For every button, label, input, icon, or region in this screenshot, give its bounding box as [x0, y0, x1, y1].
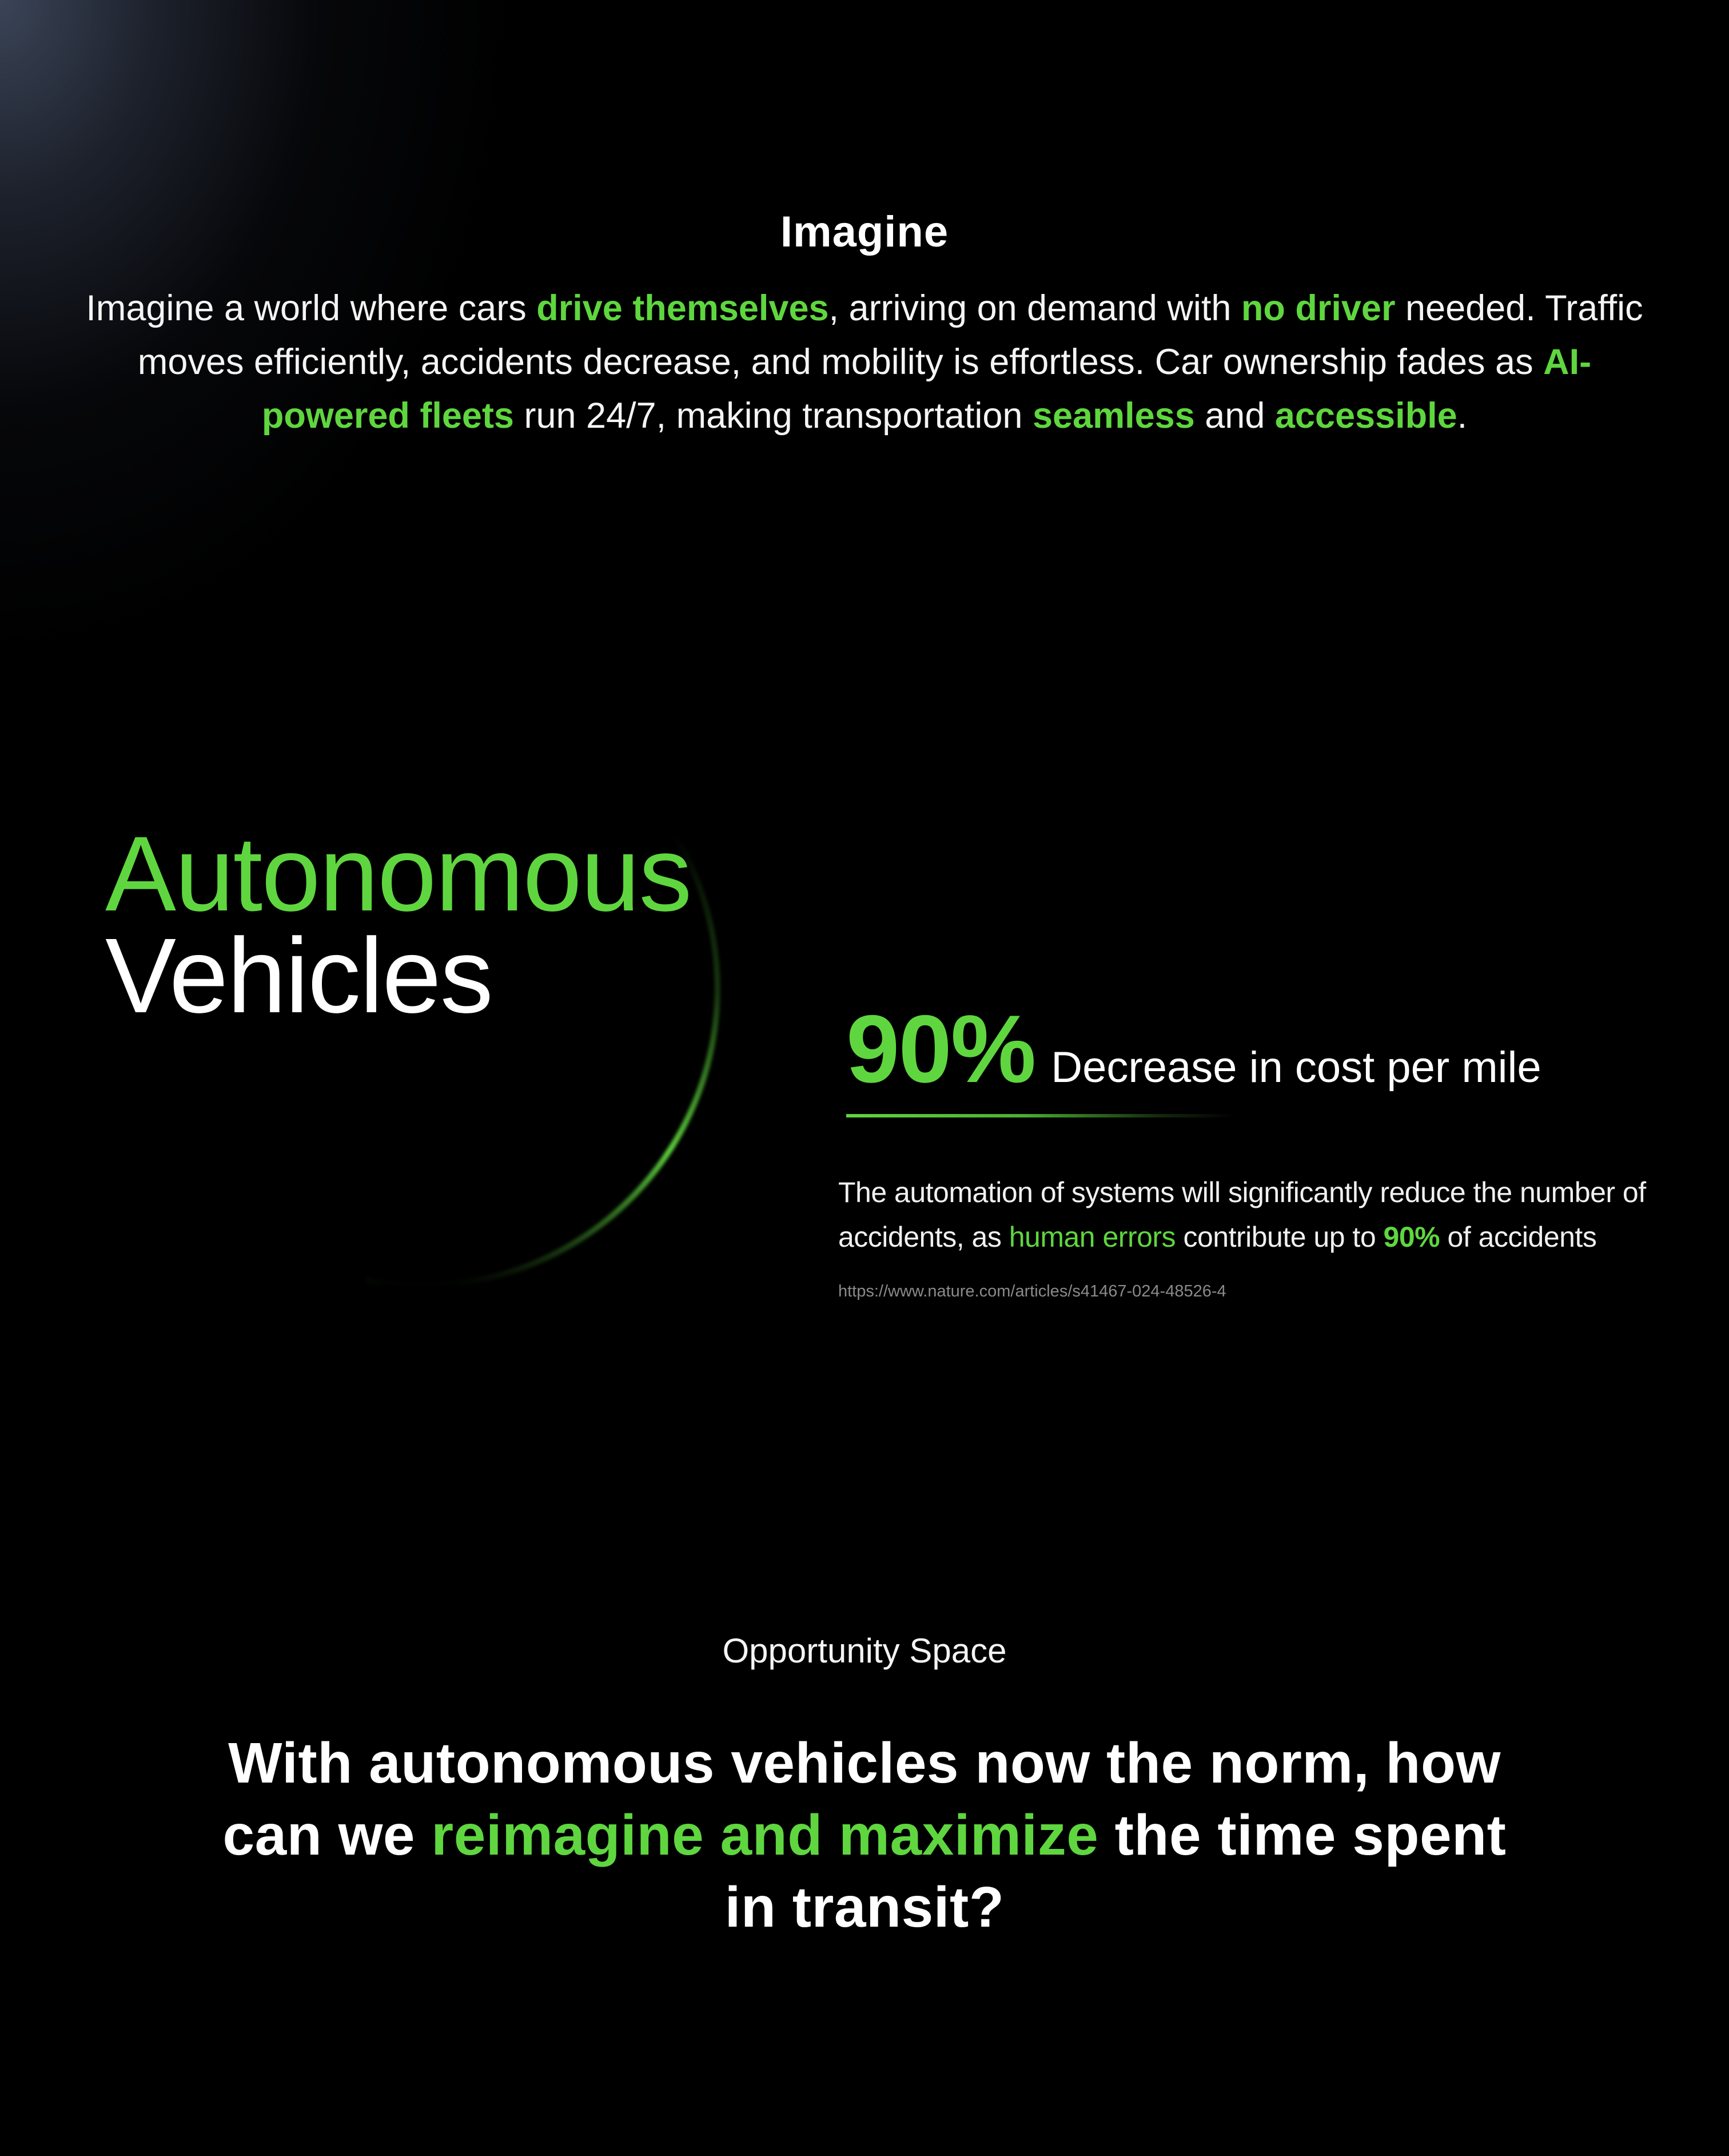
imagine-text: . — [1457, 396, 1468, 436]
autonomous-vehicles-heading — [105, 815, 691, 1035]
imagine-text: , arriving on demand with — [828, 288, 1241, 328]
opportunity-label: Opportunity Space — [722, 1632, 1007, 1670]
stat-value: 90% — [846, 995, 1035, 1103]
highlight-accessible: accessible — [1274, 396, 1457, 436]
stat-desc-text: The automation of systems will significantly reduce the number of accidents, as — [838, 1176, 1646, 1253]
source-link[interactable]: https://www.nature.com/articles/s41467-024-48526-4 — [838, 1282, 1226, 1300]
imagine-text: Imagine a world where cars — [86, 288, 537, 328]
stat-desc-text: of accidents — [1440, 1221, 1597, 1253]
question-text: the time spent in transit? — [724, 1803, 1507, 1939]
stat-underline — [846, 1114, 1235, 1117]
highlight-reimagine-and-maximize: reimagine and maximize — [431, 1803, 1099, 1867]
imagine-text: needed. Traffic moves efficiently, accidents decrease, and mobility is effortless. Car ownership fades as — [137, 288, 1643, 382]
stat-desc-text: contribute up to — [1176, 1221, 1384, 1253]
stat-description — [838, 1170, 1684, 1259]
highlight-ai-powered-fleets: AI-powered fleets — [261, 342, 1592, 436]
imagine-text: and — [1194, 396, 1275, 436]
highlight-no-driver: no driver — [1241, 288, 1396, 328]
imagine-text: run 24/7, making transportation — [513, 396, 1033, 436]
imagine-body — [80, 281, 1649, 443]
highlight-seamless: seamless — [1032, 396, 1195, 436]
highlight-human-errors: human errors — [1009, 1221, 1176, 1253]
stat-block — [846, 994, 1541, 1104]
opportunity-question — [206, 1727, 1523, 1943]
highlight-drive-themselves: drive themselves — [536, 288, 829, 328]
heading-line-vehicles: Vehicles — [105, 917, 492, 1035]
highlight-90-percent: 90% — [1383, 1221, 1440, 1253]
imagine-title: Imagine — [780, 208, 949, 256]
question-text: With autonomous vehicles now the norm, how can we — [222, 1731, 1501, 1867]
heading-line-autonomous: Autonomous — [105, 815, 691, 933]
stat-label: Decrease in cost per mile — [1051, 1043, 1541, 1092]
